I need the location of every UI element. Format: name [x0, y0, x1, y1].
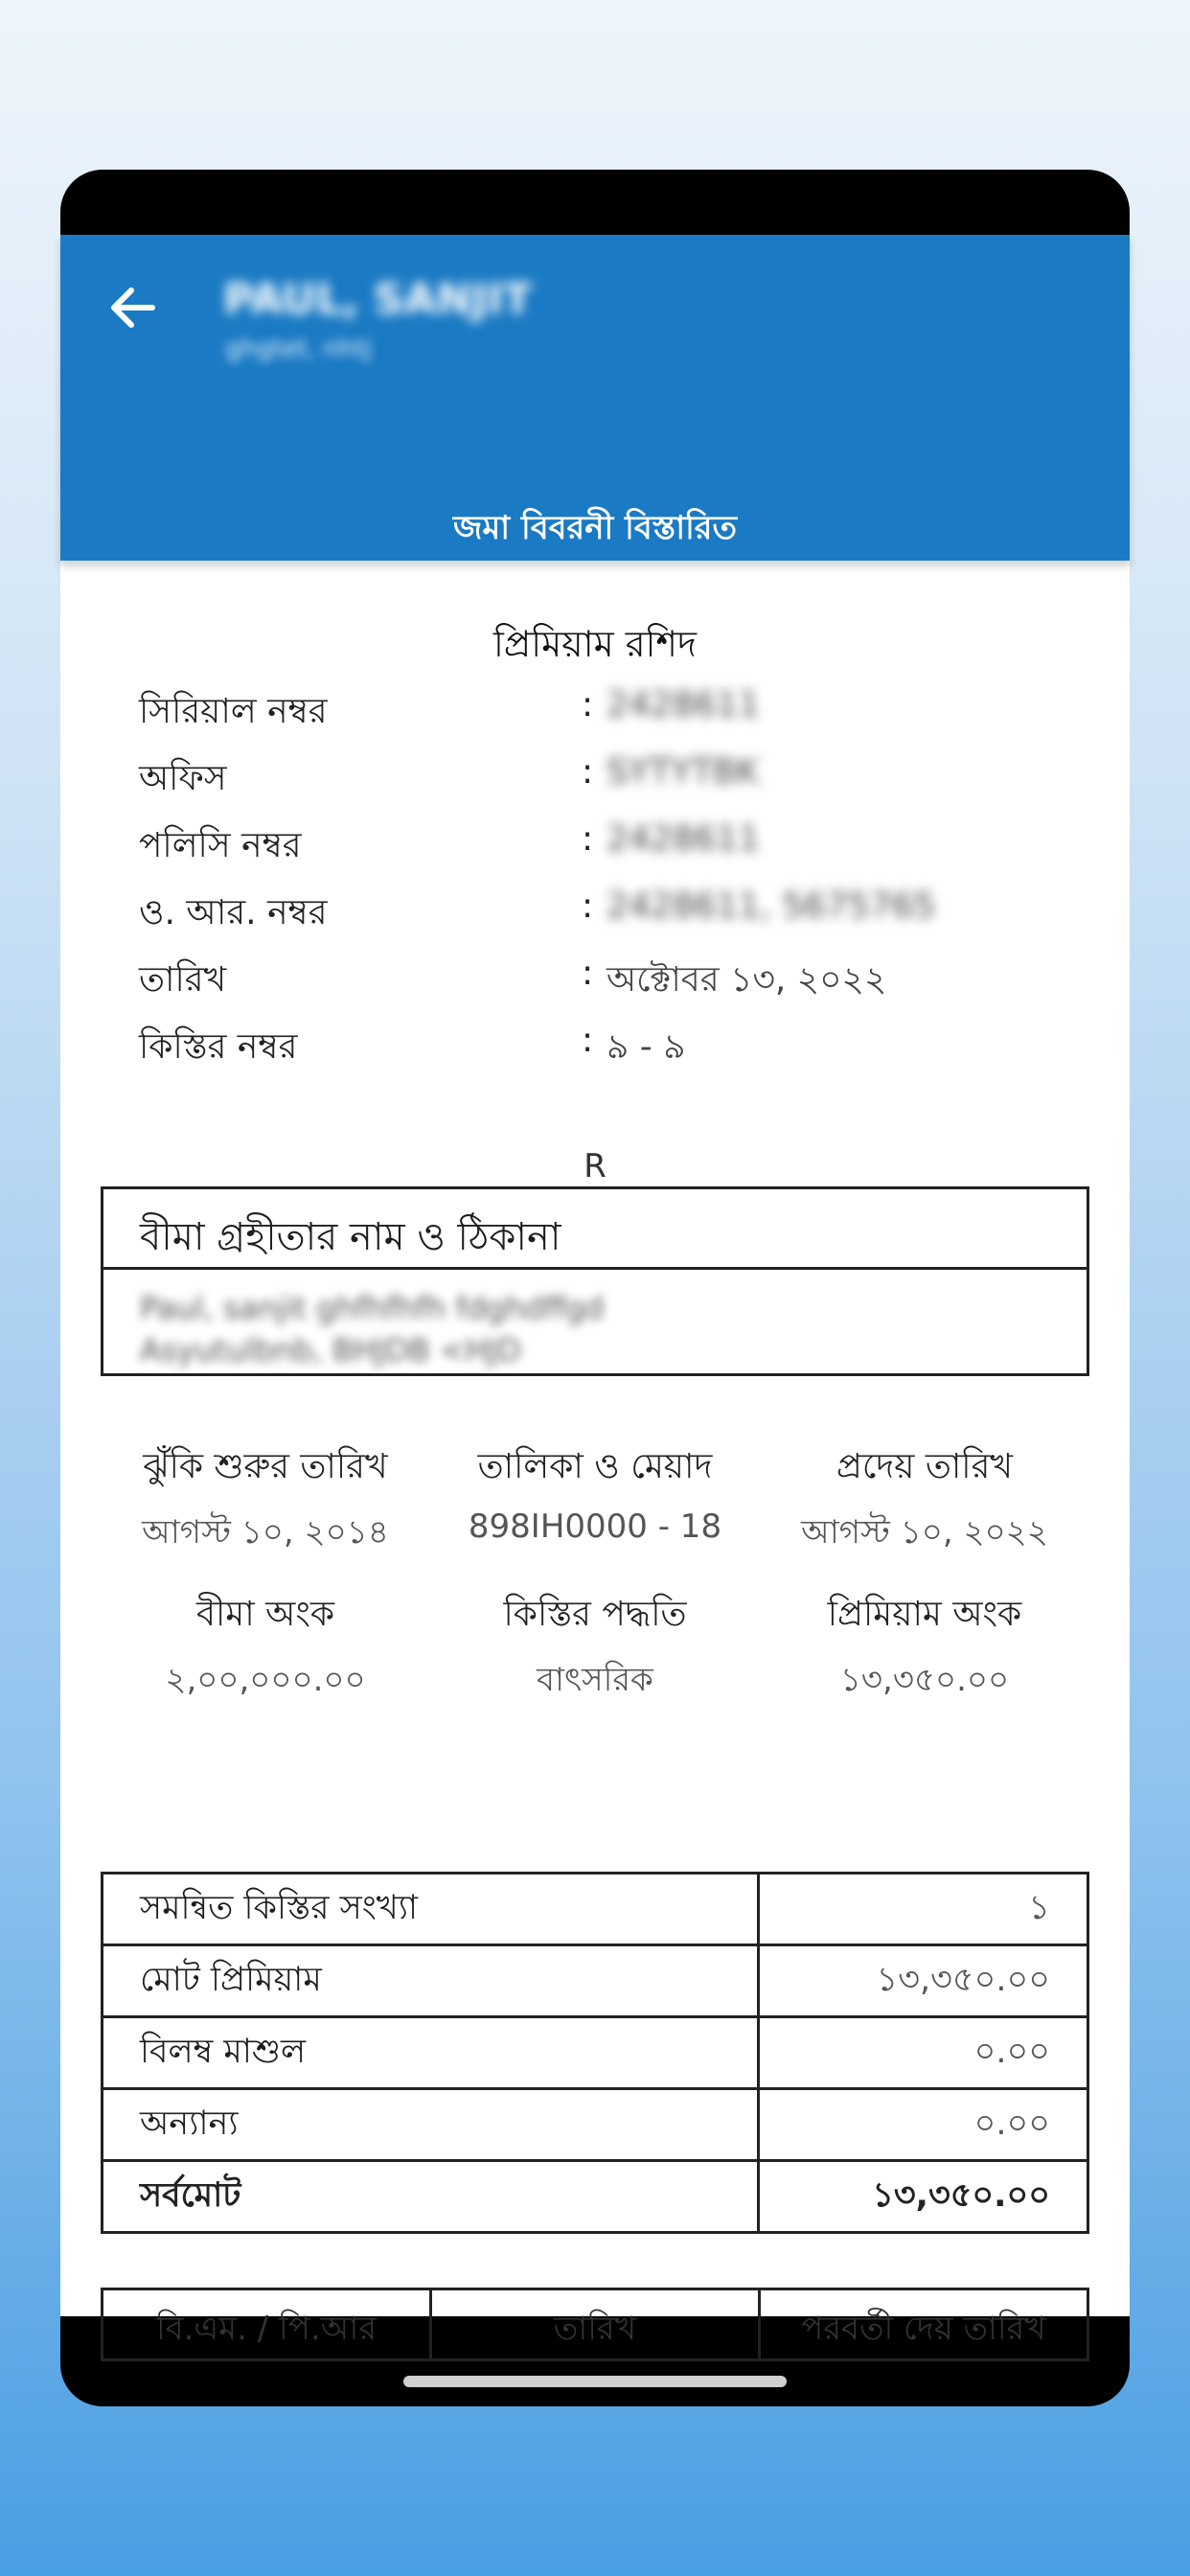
detail-value: ২,০০,০০০.০০ — [165, 1661, 366, 1699]
detail-value: বাৎসরিক — [537, 1661, 653, 1699]
summary-label: বিলম্ব মাশুল — [103, 2017, 759, 2089]
detail-premium-amount — [760, 1588, 1089, 1710]
summary-value: ০.০০ — [759, 2089, 1088, 2161]
summary-value: ১৩,৩৫০.০০ — [759, 1945, 1088, 2017]
info-label: ও. আর. নম্বর — [139, 893, 328, 932]
policy-holder-name: PAUL, SANJIT — [223, 275, 533, 324]
info-row-office — [139, 752, 1059, 810]
receipt-title: প্রিমিয়াম রশিদ — [492, 623, 697, 665]
table-row — [103, 2017, 1088, 2089]
insured-box — [101, 1186, 1089, 1376]
premium-summary-table — [101, 1872, 1089, 2234]
page-heading: জমা বিবরনী বিস্তারিত — [452, 509, 738, 547]
table-row-total — [103, 2161, 1088, 2233]
info-label: তারিখ — [139, 960, 227, 1000]
summary-value: ১ — [759, 1874, 1088, 1945]
column-header: বি.এম. / পি.আর — [103, 2289, 431, 2360]
table-row — [103, 1945, 1088, 2017]
detail-label: বীমা অংক — [195, 1595, 335, 1634]
detail-value: আগস্ট ১০, ২০২২ — [801, 1513, 1048, 1552]
column-header: তারিখ — [431, 2289, 760, 2360]
detail-value: আগস্ট ১০, ২০১৪ — [142, 1513, 389, 1552]
summary-label: মোট প্রিমিয়াম — [103, 1945, 759, 2017]
table-row — [103, 1874, 1088, 1945]
insured-address — [140, 1287, 605, 1371]
info-row-installment — [139, 1021, 1059, 1078]
insured-heading: বীমা গ্রহীতার নাম ও ঠিকানা — [103, 1189, 1087, 1270]
back-arrow-icon[interactable] — [103, 277, 164, 338]
info-colon: : — [582, 685, 594, 724]
info-row-serial — [139, 685, 1059, 743]
info-row-or-number — [139, 886, 1059, 944]
detail-sum-assured — [101, 1588, 430, 1710]
detail-label: ঝুঁকি শুরুর তারিখ — [143, 1447, 388, 1486]
summary-value: ০.০০ — [759, 2017, 1088, 2089]
detail-label: প্রদেয় তারিখ — [835, 1447, 1014, 1486]
summary-label: অন্যান্য — [103, 2089, 759, 2161]
info-label: কিস্তির নম্বর — [139, 1027, 298, 1067]
app-screen — [60, 235, 1130, 2348]
detail-value: ১৩,৩৫০.০০ — [839, 1661, 1010, 1699]
table-row — [103, 2089, 1088, 2161]
info-value: 2428611 — [606, 819, 761, 859]
info-row-policy — [139, 819, 1059, 877]
detail-label: প্রিমিয়াম অংক — [827, 1595, 1022, 1634]
info-colon: : — [582, 886, 594, 926]
receipt-mark: R — [584, 1147, 606, 1185]
info-value: SYTYTBK — [606, 752, 760, 792]
detail-due-date — [760, 1440, 1089, 1562]
details-row-1 — [101, 1440, 1089, 1552]
detail-risk-start — [101, 1440, 430, 1562]
detail-payment-mode — [430, 1588, 760, 1710]
detail-label: তালিকা ও মেয়াদ — [477, 1447, 713, 1486]
summary-label: সর্বমোট — [103, 2161, 759, 2233]
info-colon: : — [582, 819, 594, 859]
column-header: পরবর্তী দেয় তারিখ — [759, 2289, 1087, 2360]
details-row-2 — [101, 1588, 1089, 1699]
detail-table-term — [430, 1440, 760, 1546]
summary-label: সমন্বিত কিস্তির সংখ্যা — [103, 1874, 759, 1945]
info-value: ৯ - ৯ — [606, 1027, 686, 1067]
table-header-row — [103, 2289, 1088, 2360]
payment-history-table — [101, 2288, 1089, 2361]
info-label: সিরিয়াল নম্বর — [139, 692, 328, 731]
info-value: অক্টোবর ১৩, ২০২২ — [606, 960, 887, 1000]
info-colon: : — [582, 752, 594, 792]
info-row-date — [139, 954, 1059, 1011]
info-value: 2428611, 5675765 — [606, 886, 936, 926]
info-label: অফিস — [139, 759, 227, 798]
detail-value: 898IH0000 - 18 — [468, 1507, 722, 1546]
home-indicator[interactable] — [403, 2376, 787, 2387]
insured-address-line2: Asyutulbnb, BHJDB <HJD — [140, 1332, 521, 1368]
info-colon: : — [582, 1021, 594, 1060]
info-value: 2428611 — [606, 685, 761, 724]
detail-label: কিস্তির পদ্ধতি — [503, 1595, 687, 1634]
app-bar — [60, 235, 1130, 561]
policy-holder-subtitle: ghgtet, nhtj — [225, 334, 372, 363]
info-label: পলিসি নম্বর — [139, 826, 302, 865]
info-colon: : — [582, 954, 594, 993]
insured-address-line1: Paul, sanjit ghfhfhfh fdghdffgd — [140, 1290, 605, 1326]
summary-value: ১৩,৩৫০.০০ — [759, 2161, 1088, 2233]
phone-frame — [60, 170, 1130, 2406]
